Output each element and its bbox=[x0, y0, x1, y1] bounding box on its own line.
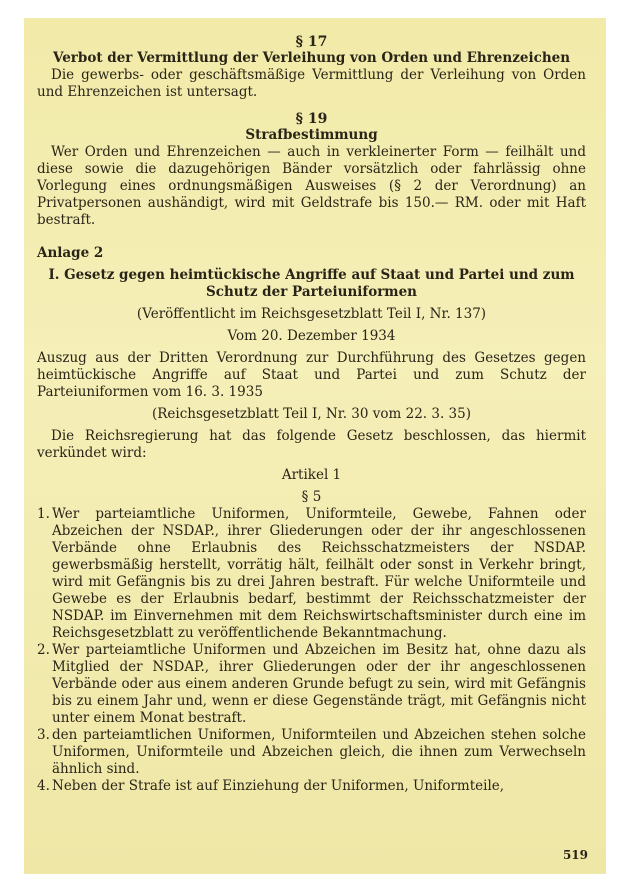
law-title-line-1: I. Gesetz gegen heimtückische Angriffe auf Staat und Partei und zum bbox=[48, 267, 575, 283]
item-text: Neben der Strafe ist auf Einziehung der Uniformen, Uniformteile, bbox=[52, 778, 505, 794]
section-19-title: Strafbestimmung bbox=[245, 127, 378, 143]
provision-list bbox=[37, 506, 586, 795]
law-title-line-2: Schutz der Parteiuniformen bbox=[205, 284, 418, 300]
item-text: Wer parteiamtliche Uniformen und Abzeichen im Besitz hat, ohne dazu als Mitglied der NSDAP., ihrer Gliederungen oder der ihr angeschlossenen Verbände oder aus einem anderen Grunde befugt zu sein, wird mit Gefängnis bis zu einem Jahr und, wenn er diese Gegenstände trägt, mit Gefängnis nicht unter einem Monat bestraft. bbox=[52, 642, 586, 726]
gazette-reference: (Reichsgesetzblatt Teil I, Nr. 30 vom 22. 3. 35) bbox=[151, 406, 471, 422]
document-page bbox=[24, 18, 606, 874]
law-intro: Die Reichsregierung hat das folgende Gesetz beschlossen, das hiermit verkündet wird: bbox=[37, 428, 586, 461]
section-17-title: Verbot der Vermittlung der Verleihung von Orden und Ehrenzeichen bbox=[52, 50, 571, 66]
page-number: 519 bbox=[562, 848, 588, 862]
item-number: 2. bbox=[37, 642, 50, 658]
list-item bbox=[37, 727, 586, 778]
item-text: den parteiamtlichen Uniformen, Uniformteilen und Abzeichen stehen solche Uniformen, Uniformteile und Abzeichen gleich, die ihnen zum Verwechseln ähnlich sind. bbox=[52, 727, 586, 777]
item-number: 3. bbox=[37, 727, 50, 743]
item-text: Wer parteiamtliche Uniformen, Uniformteile, Gewebe, Fahnen oder Abzeichen der NSDAP., ihrer Gliederungen oder der ihr angeschlossenen Verbände ohne Erlaubnis des Reichsschatzmeisters der NSDAP. gewerbsmäßig herstellt, vorrätig hält, feilhält oder sonst in Verkehr bringt, wird mit Gefängnis bis zu drei Jahren bestraft. Für welche Uniformteile und Gewebe es der Erlaubnis bedarf, bestimmt der Reichsschatzmeister der NSDAP. im Einvernehmen mit dem Reichswirtschaftsminister durch eine im Reichsgesetzblatt zu veröffentlichende Bekanntmachung. bbox=[52, 506, 586, 641]
list-item bbox=[37, 642, 586, 727]
item-number: 1. bbox=[37, 506, 50, 522]
law-publication: (Veröffentlicht im Reichsgesetzblatt Teil I, Nr. 137) bbox=[136, 306, 487, 322]
item-number: 4. bbox=[37, 778, 50, 794]
article-heading: Artikel 1 bbox=[281, 467, 342, 483]
list-item bbox=[37, 506, 586, 642]
section-17-text: Die gewerbs- oder geschäftsmäßige Vermittlung der Verleihung von Orden und Ehrenzeichen ist untersagt. bbox=[37, 67, 586, 100]
law-date: Vom 20. Dezember 1934 bbox=[227, 328, 396, 344]
section-17-number: § 17 bbox=[295, 34, 328, 50]
excerpt-note: Auszug aus der Dritten Verordnung zur Durchführung des Gesetzes gegen heimtückische Angriffe auf Staat und Partei und zum Schutz der Parteiuniformen vom 16. 3. 1935 bbox=[37, 350, 586, 400]
section-19-number: § 19 bbox=[295, 111, 328, 127]
section-19-text: Wer Orden und Ehrenzeichen — auch in verkleinerter Form — feilhält und diese sowie die dazugehörigen Bänder vorsätzlich oder fahrlässig ohne Vorlegung eines ordnungsmäßigen Ausweises (§ 2 der Verordnung) an Privatpersonen aushändigt, wird mit Geldstrafe bis 150.— RM. oder mit Haft bestraft. bbox=[37, 144, 586, 228]
list-item bbox=[37, 778, 586, 795]
section-5-number: § 5 bbox=[301, 489, 322, 505]
annex-label: Anlage 2 bbox=[37, 245, 104, 261]
